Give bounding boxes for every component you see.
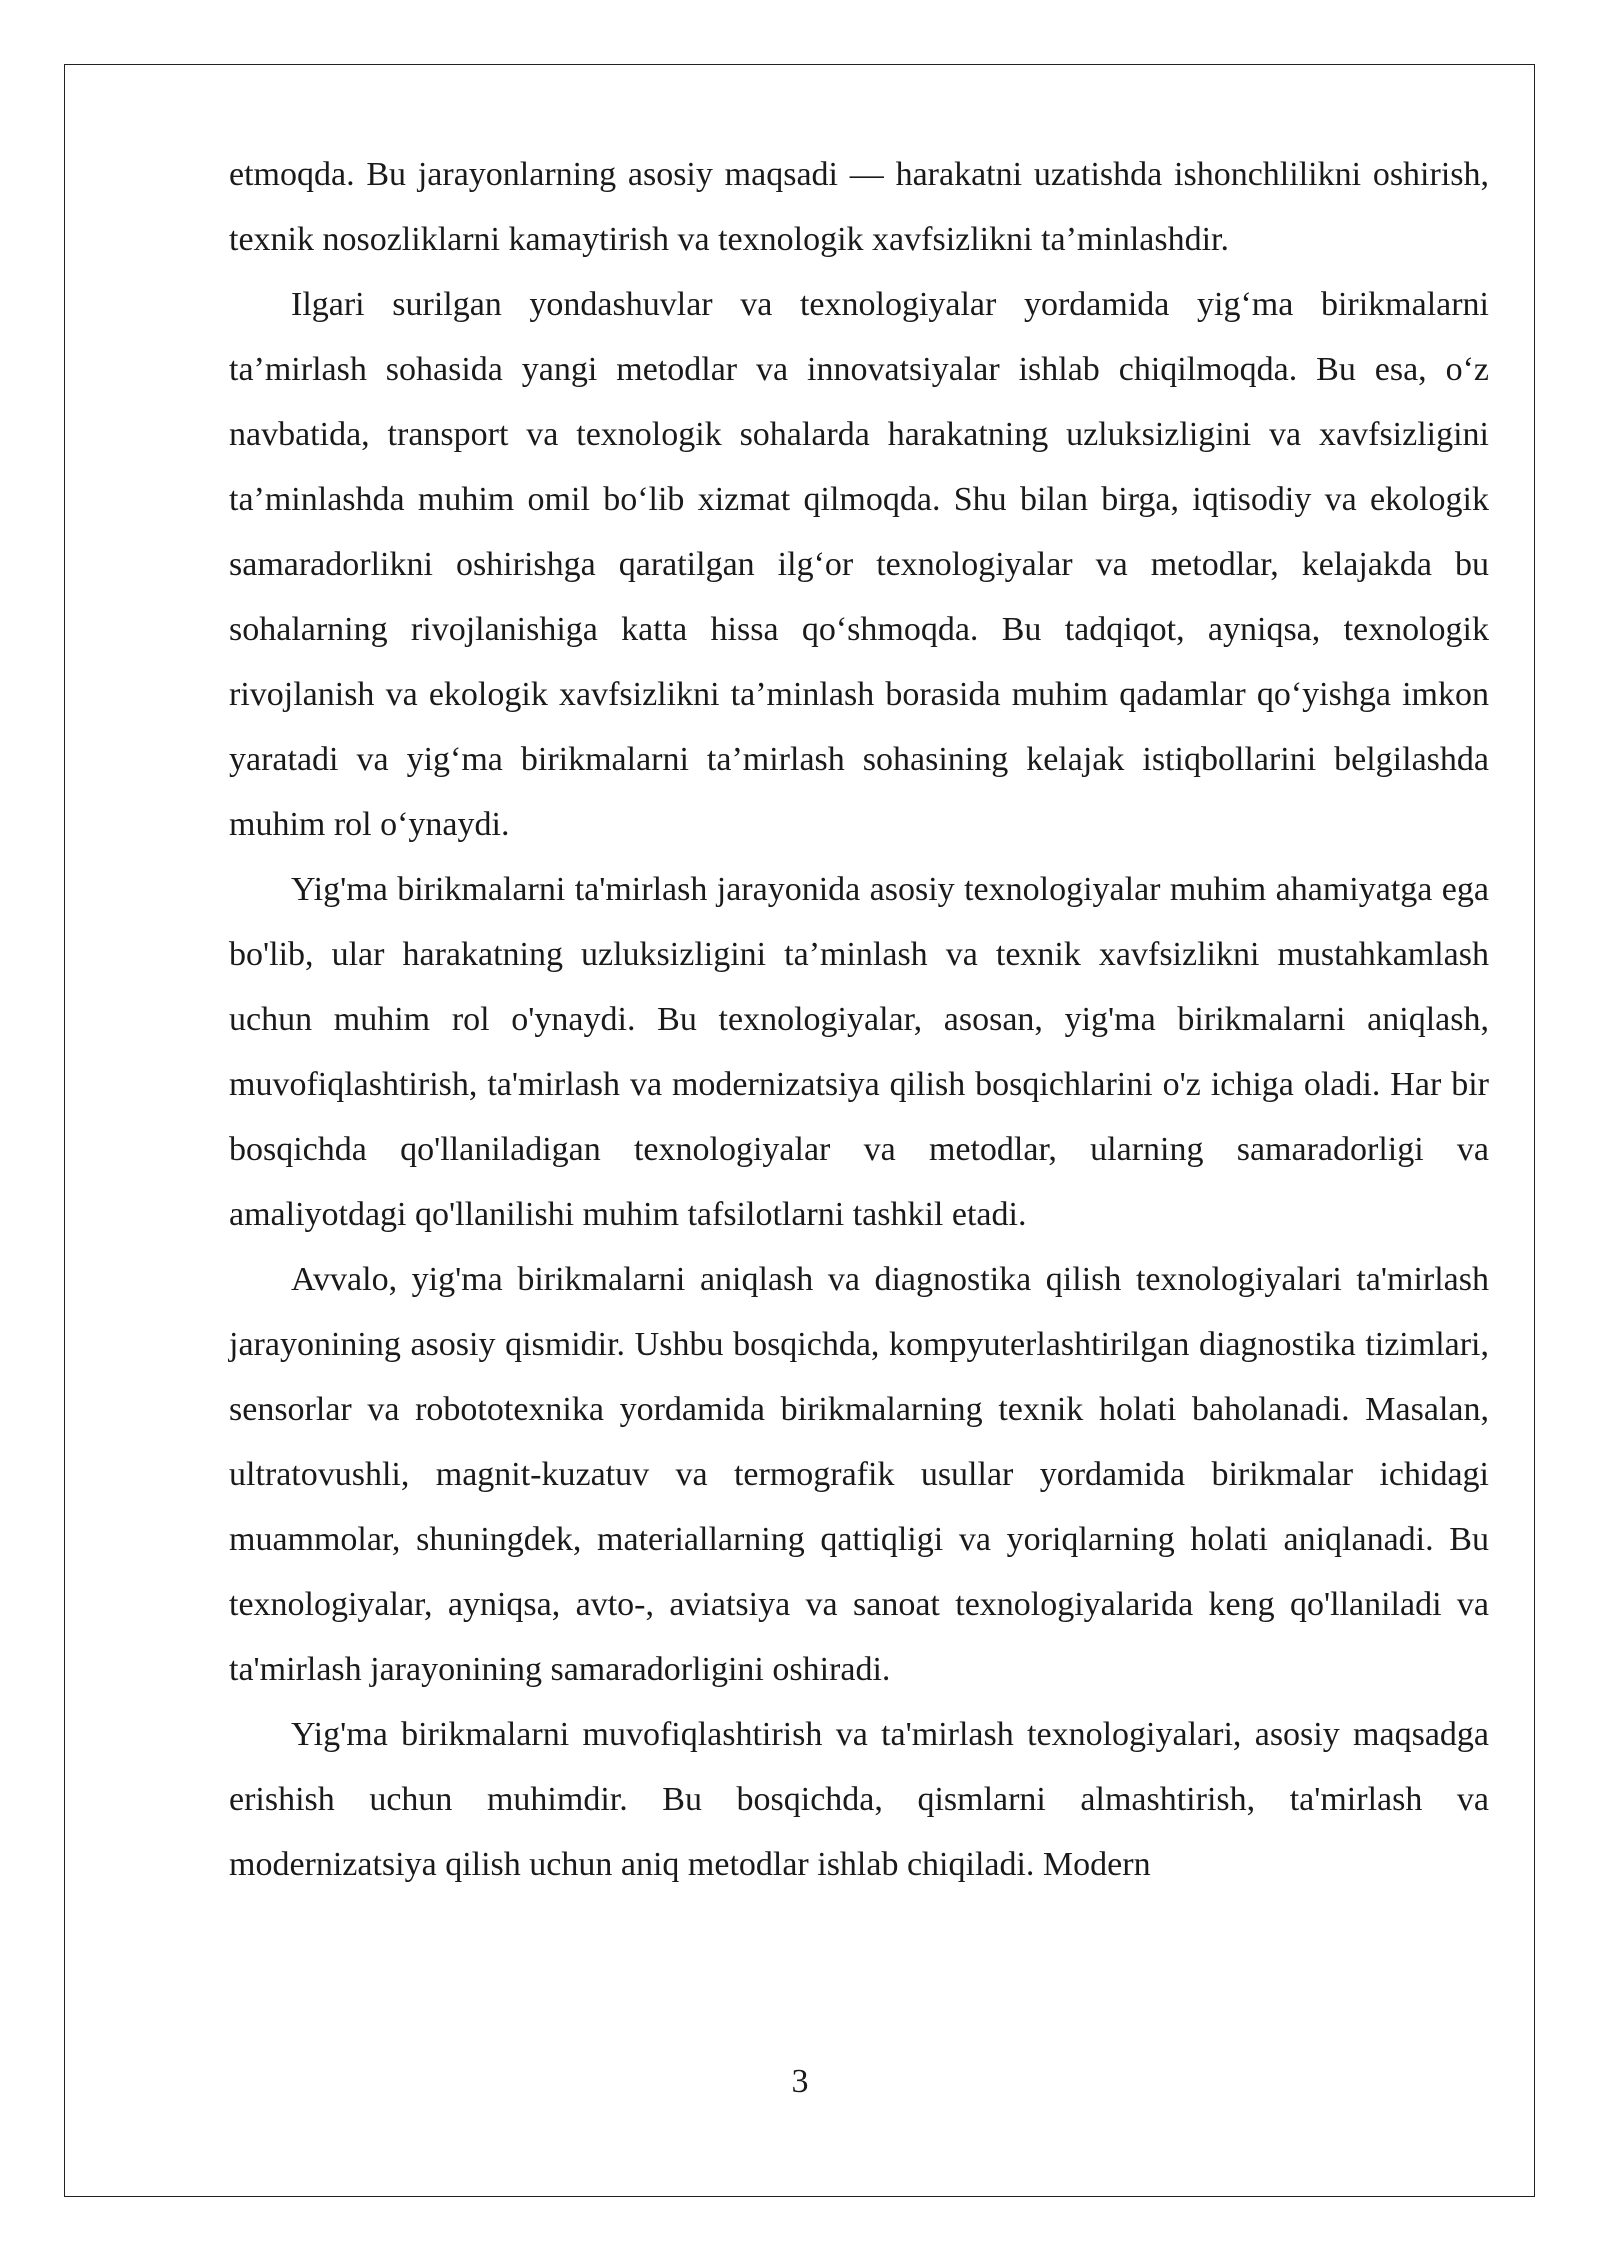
paragraph: Yig'ma birikmalarni ta'mirlash jarayonida asosiy texnologiyalar muhim ahamiyatga ega bo'lib, ular harakatning uzluksizligini ta’minlash va texnik xavfsizlikni mustahkamlash uchun muhim rol o'ynaydi. Bu texnologiyalar, asosan, yig'ma birikmalarni aniqlash, muvofiqlashtirish, ta'mirlash va modernizatsiya qilish bosqichlarini o'z ichiga oladi. Har bir bosqichda qo'llaniladigan texnologiyalar va metodlar, ularning samaradorligi va amaliyotdagi qo'llanilishi muhim tafsilotlarni tashkil etadi. bbox=[229, 871, 1489, 1233]
paragraph-continued: etmoqda. Bu jarayonlarning asosiy maqsadi — harakatni uzatishda ishonchlilikni oshirish, texnik nosozliklarni kamaytirish va texnologik xavfsizlikni ta’minlashdir. bbox=[229, 156, 1489, 258]
paragraph: Avvalo, yig'ma birikmalarni aniqlash va diagnostika qilish texnologiyalari ta'mirlash jarayonining asosiy qismidir. Ushbu bosqichda, kompyuterlashtirilgan diagnostika tizimlari, sensorlar va robototexnika yordamida birikmalarning texnik holati baholanadi. Masalan, ultratovushli, magnit-kuzatuv va termografik usullar yordamida birikmalar ichidagi muammolar, shuningdek, materiallarning qattiqligi va yoriqlarning holati aniqlanadi. Bu texnologiyalar, ayniqsa, avto-, aviatsiya va sanoat texnologiyalarida keng qo'llaniladi va ta'mirlash jarayonining samaradorligini oshiradi. bbox=[229, 1261, 1489, 1688]
paragraph: Ilgari surilgan yondashuvlar va texnologiyalar yordamida yig‘ma birikmalarni ta’mirlash sohasida yangi metodlar va innovatsiyalar ishlab chiqilmoqda. Bu esa, o‘z navbatida, transport va texnologik sohalarda harakatning uzluksizligini va xavfsizligini ta’minlashda muhim omil bo‘lib xizmat qilmoqda. Shu bilan birga, iqtisodiy va ekologik samaradorlikni oshirishga qaratilgan ilg‘or texnologiyalar va metodlar, kelajakda bu sohalarning rivojlanishiga katta hissa qo‘shmoqda. Bu tadqiqot, ayniqsa, texnologik rivojlanish va ekologik xavfsizlikni ta’minlash borasida muhim qadamlar qo‘yishga imkon yaratadi va yig‘ma birikmalarni ta’mirlash sohasining kelajak istiqbollarini belgilashda muhim rol o‘ynaydi. bbox=[229, 286, 1489, 843]
body-text bbox=[229, 142, 1489, 1897]
page-number: 3 bbox=[791, 2063, 809, 2100]
paragraph: Yig'ma birikmalarni muvofiqlashtirish va ta'mirlash texnologiyalari, asosiy maqsadga erishish uchun muhimdir. Bu bosqichda, qismlarni almashtirish, ta'mirlash va modernizatsiya qilish uchun aniq metodlar ishlab chiqiladi. Modern bbox=[229, 1716, 1489, 1883]
